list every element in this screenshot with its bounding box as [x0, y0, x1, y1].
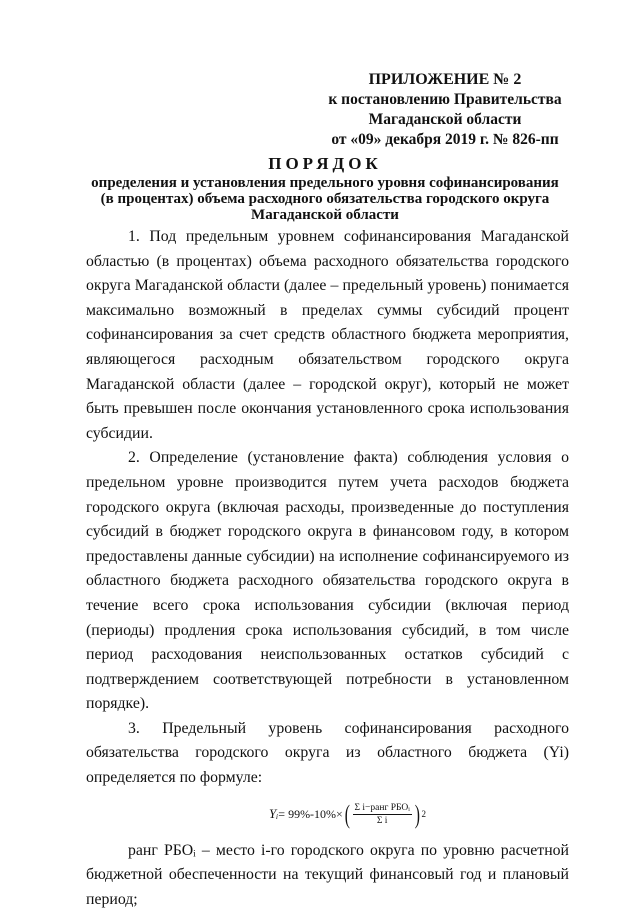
document-body — [86, 225, 569, 912]
appendix-title: ПРИЛОЖЕНИЕ № 2 — [368, 71, 522, 88]
document-heading — [70, 153, 580, 223]
formula-middle: = 99%-10%× — [278, 807, 343, 822]
formula-lhs: Yᵢ — [269, 806, 279, 822]
document-title: ПОРЯДОК — [268, 154, 382, 173]
formula-open-paren: ( — [344, 799, 350, 829]
appendix-line-1: к постановлению Правительства — [328, 91, 562, 108]
document-subtitle-2: (в процентах) объема расходного обязательства городского округа — [100, 191, 550, 207]
paragraph-1: 1. Под предельным уровнем софинансирования Магаданской областью (в процентах) объема расходного обязательства городского округа Магаданской области (далее – предельный уровень) понимается максимально возможный в пределах суммы субсидий процент софинансирования за счет средств областного бюджета мероприятия, являющегося расходным обязательством городского округа Магаданской области (далее – городской округ), который не может быть превышен после окончания установленного срока использования субсидии. — [86, 228, 569, 442]
formula-numerator: Σ i−ранг РБОᵢ — [354, 803, 410, 814]
formula — [86, 791, 569, 839]
formula-exponent: 2 — [421, 809, 426, 820]
document-subtitle-1: определения и установления предельного уровня софинансирования — [91, 175, 559, 191]
paragraph-3: 3. Предельный уровень софинансирования расходного обязательства городского округа из областного бюджета (Yi) определяется по формуле: — [86, 719, 569, 787]
document-subtitle-3: Магаданской области — [251, 207, 399, 223]
paragraph-2: 2. Определение (установление факта) соблюдения условия о предельном уровне производится путем учета расходов бюджета городского округа (включая расходы, произведенные до поступления субсидий в бюджет городского округа в финансовом году, в котором предоставлены данные субсидии) на исполнение софинансируемого из областного бюджета расходного обязательства городского округа в течение всего срока использования субсидии (включая период (периоды) продления срока использования субсидий, в том числе период расходования неиспользованных остатков субсидий с подтверждением соответствующей потребности в установленном порядке). — [86, 449, 569, 713]
appendix-line-2: Магаданской области — [368, 111, 522, 128]
formula-close-paren: ) — [414, 799, 420, 829]
appendix-header — [300, 70, 590, 150]
formula-fraction — [353, 802, 412, 827]
formula-denominator: Σ i — [376, 816, 388, 827]
paragraph-4: ранг РБОᵢ – место i-го городского округа по уровню расчетной бюджетной обеспеченности на текущий финансовый год и плановый период; — [86, 841, 569, 908]
appendix-line-3: от «09» декабря 2019 г. № 826-пп — [331, 131, 559, 148]
